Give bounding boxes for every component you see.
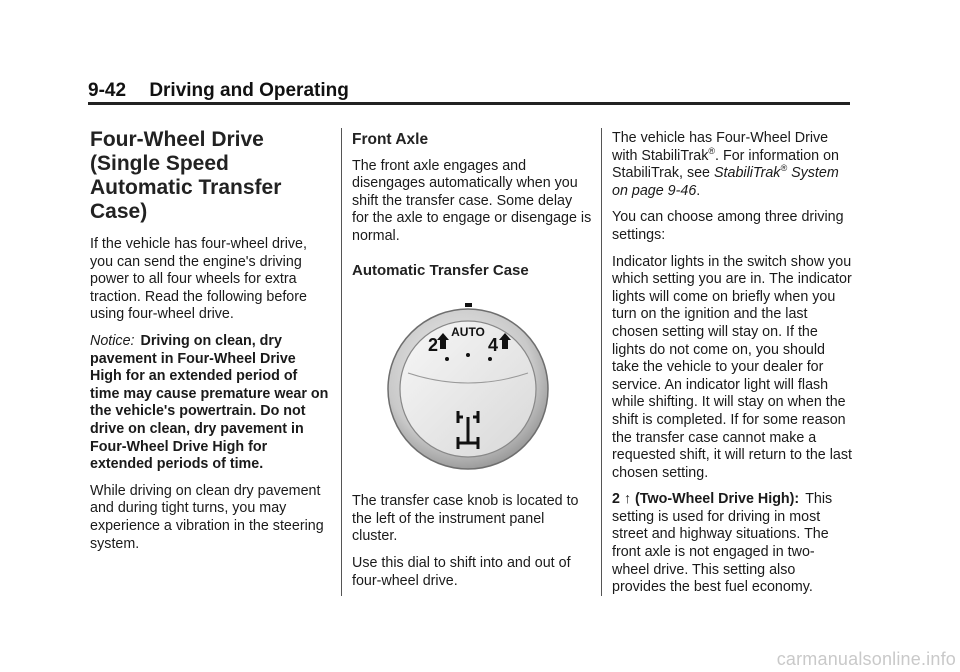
stabilitrak-text: The vehicle has Four-Wheel Drive with StabiliTrak [612, 130, 829, 164]
knob-label-auto: AUTO [451, 325, 485, 340]
knob-drawing [352, 303, 592, 471]
page-header [88, 80, 850, 102]
stabilitrak-paragraph [612, 130, 852, 200]
column-divider [601, 128, 602, 596]
indicator-lights-paragraph: Indicator lights in the switch show you which setting you are in. The indicator lights will come on briefly when you turn on the ignition and the last chosen setting will stay on. If the lights do not come on, you should take the vehicle to your dealer for service. An indicator light will flash while shifting. It will stay on when the shift is completed. If for some reason the transfer case cannot make a requested shift, it will return to the last chosen setting. [612, 253, 852, 481]
intro-paragraph: If the vehicle has four-wheel drive, you can send the engine's driving power to all four wheels for extra traction. Read the following before using four-wheel drive. [90, 236, 307, 323]
column-left [90, 128, 330, 562]
reference-title: StabiliTrak [713, 165, 781, 182]
header-rule [88, 102, 850, 105]
transfer-case-heading: Automatic Transfer Case [352, 261, 529, 279]
section-title: Driving and Operating [149, 80, 349, 101]
two-wheel-drive-paragraph [612, 491, 852, 597]
vibration-paragraph: While driving on clean dry pavement and during tight turns, you may experience a vibration in the steering system. [90, 482, 324, 552]
section-heading: Four-Wheel Drive (Single Speed Automatic Transfer Case) [90, 128, 282, 223]
indicator-dot [466, 353, 470, 357]
knob-usage-paragraph: Use this dial to shift into and out of four-wheel drive. [352, 554, 571, 589]
indicator-dot [445, 357, 449, 361]
transfer-case-knob-illustration [352, 303, 592, 471]
indicator-dot [488, 357, 492, 361]
page-number: 9-42 [88, 80, 127, 101]
column-middle [352, 131, 592, 599]
registered-mark: ® [780, 163, 788, 174]
notice-text: Driving on clean, dry pavement in Four-Wheel Drive High for an extended period of time may cause premature wear on the vehicle's powertrain. Do not drive on clean, dry pavement in Four-Wheel Drive High for extended periods of time. [90, 332, 329, 473]
setting-label: 2 ↑ (Two-Wheel Drive High): [612, 491, 800, 508]
setting-description: This setting is used for driving in most street and highway situations. The front axle is not engaged in two-wheel drive. This setting also provides the best fuel economy. [612, 491, 833, 596]
notice-label: Notice: [90, 332, 135, 349]
registered-mark: ® [708, 145, 716, 156]
front-axle-paragraph: The front axle engages and disengages automatically when you shift the transfer case. Some delay for the axle to engage or disengage is normal. [352, 157, 592, 244]
watermark: carmanualsonline.info [776, 649, 956, 669]
reference-page: System on page 9-46 [612, 165, 839, 199]
settings-intro-paragraph: You can choose among three driving settings: [612, 209, 844, 243]
notice-paragraph [90, 333, 330, 474]
stabilitrak-text: . For information on StabiliTrak, see [612, 147, 840, 182]
column-right [612, 130, 852, 606]
front-axle-heading: Front Axle [352, 131, 429, 148]
stabilitrak-text: . [696, 182, 701, 199]
knob-label-4: 4 [488, 335, 499, 356]
knob-label-2: 2 [428, 335, 439, 356]
knob-location-paragraph: The transfer case knob is located to the left of the instrument panel cluster. [352, 493, 579, 545]
column-divider [341, 128, 342, 596]
top-indicator-mark [465, 303, 472, 307]
